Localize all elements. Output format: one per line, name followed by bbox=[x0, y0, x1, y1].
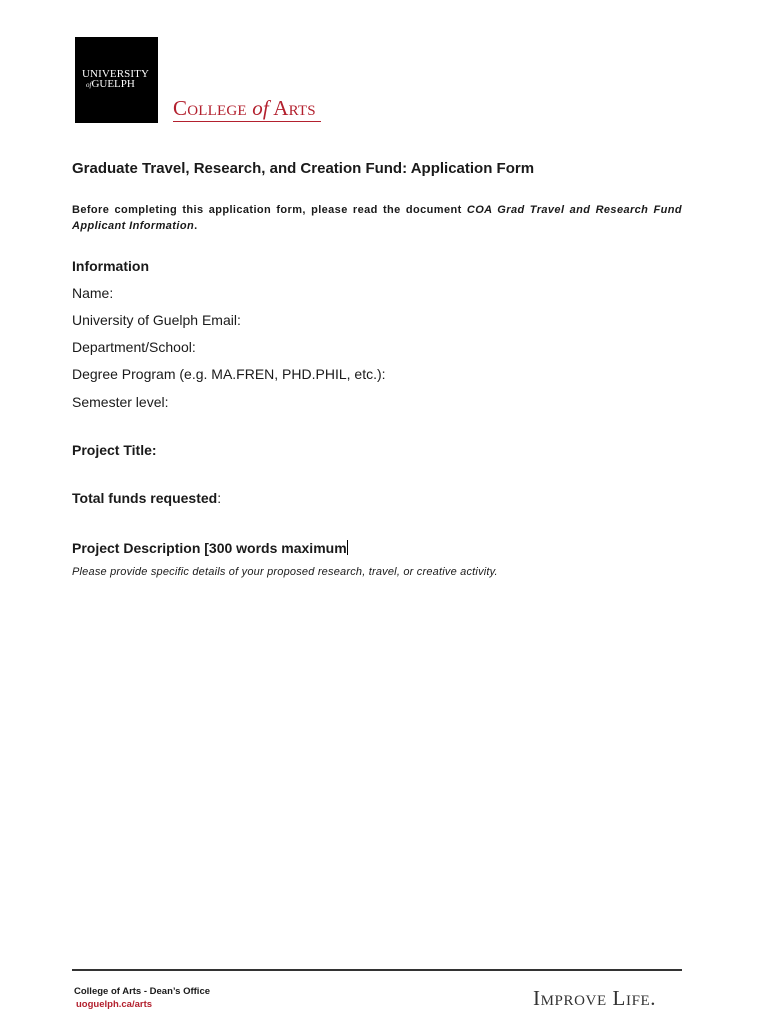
description-instructions: Please provide specific details of your proposed research, travel, or creative activity. bbox=[72, 566, 498, 578]
name-field-label: Name: bbox=[72, 285, 114, 301]
department-field-label: Department/School: bbox=[72, 339, 196, 355]
project-description-label: Project Description [300 words maximum bbox=[72, 540, 347, 556]
semester-field-label: Semester level: bbox=[72, 394, 169, 410]
logo-university: UNIVERSITY bbox=[82, 68, 149, 80]
wordmark-underline bbox=[173, 121, 321, 122]
university-logo-text bbox=[82, 69, 149, 90]
email-field-label: University of Guelph Email: bbox=[72, 312, 241, 328]
project-title-label: Project Title: bbox=[72, 442, 157, 458]
logo-guelph: ofGUELPH bbox=[86, 78, 135, 90]
degree-field-label: Degree Program (e.g. MA.FREN, PHD.PHIL, etc.): bbox=[72, 366, 386, 382]
improve-life-slogan: Improve Life. bbox=[533, 986, 657, 1010]
footer-divider bbox=[72, 969, 682, 971]
information-heading: Information bbox=[72, 258, 149, 274]
university-of-guelph-logo bbox=[75, 37, 158, 123]
footer-office: College of Arts - Dean’s Office bbox=[74, 986, 211, 997]
text-cursor bbox=[347, 540, 348, 555]
form-title: Graduate Travel, Research, and Creation Fund: Application Form bbox=[72, 160, 535, 177]
college-of-arts-wordmark: College of Arts bbox=[173, 96, 316, 120]
intro-paragraph: Before completing this application form, please read the document COA Grad Travel and Research Fund Applicant Information. bbox=[72, 204, 682, 232]
reference-document-title: COA Grad Travel and Research Fund Applicant Information bbox=[72, 204, 682, 232]
footer-website-link[interactable]: uoguelph.ca/arts bbox=[76, 999, 153, 1010]
funds-requested-label: Total funds requested: bbox=[72, 490, 222, 506]
